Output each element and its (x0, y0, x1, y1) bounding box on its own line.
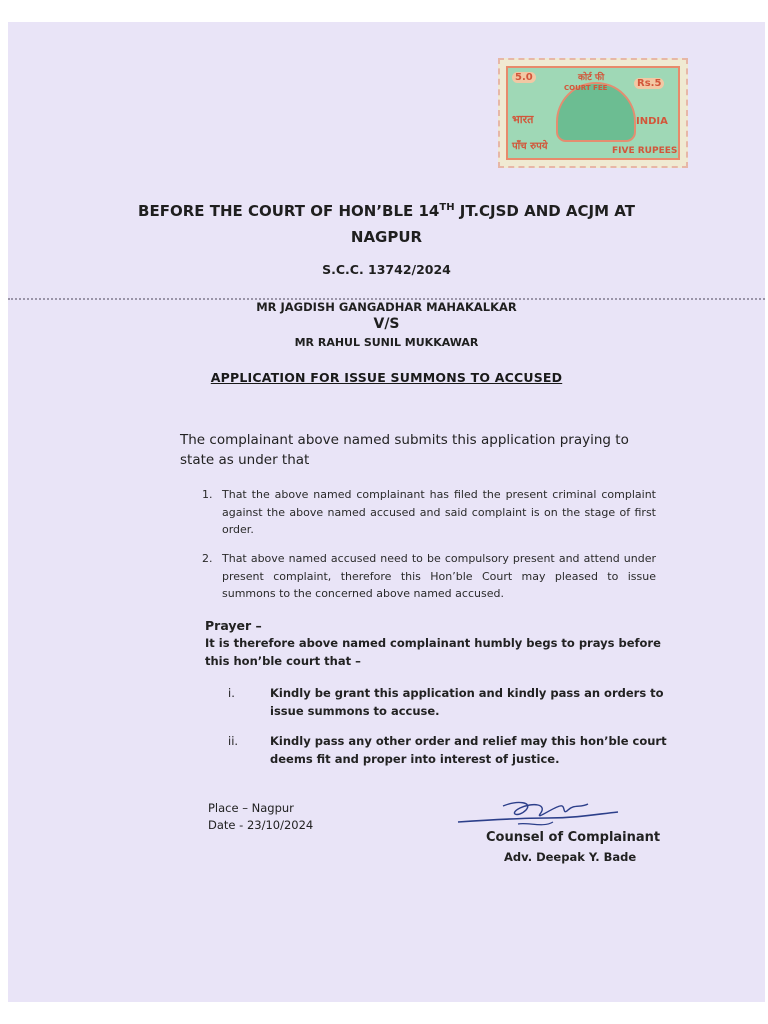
intro-paragraph: The complainant above named submits this application praying to state as under that (180, 432, 629, 468)
prayer-heading: Prayer – (205, 618, 262, 633)
case-number: S.C.C. 13742/2024 (322, 262, 451, 277)
court-title-line2: NAGPUR (350, 228, 423, 246)
point-number: 1. (202, 488, 213, 501)
advocate-name: Adv. Deepak Y. Bade (504, 850, 637, 864)
prayer-intro: It is therefore above named complainant humbly begs to prays before this hon’ble court that – (205, 636, 661, 668)
point-number: 2. (202, 552, 213, 565)
prayer-item-number: i. (228, 686, 235, 700)
stamp-left-value: 5.0 (512, 72, 536, 83)
list-item (228, 684, 668, 720)
prayer-item-text: Kindly be grant this application and kindly pass an orders to issue summons to accuse. (270, 686, 664, 718)
list-item (202, 486, 656, 539)
list-item (202, 550, 656, 603)
stamp-country-hindi: भारत (512, 113, 534, 126)
stamp-value-hindi: पाँच रुपये (512, 141, 548, 152)
place-date-block (208, 800, 313, 834)
prayer-item-text: Kindly pass any other order and relief may this hon’ble court deems fit and proper into interest of justice. (270, 734, 667, 766)
counsel-label: Counsel of Complainant (486, 830, 661, 845)
document-page (8, 22, 765, 1002)
stamp-face (506, 66, 680, 160)
accused-name: MR RAHUL SUNIL MUKKAWAR (294, 336, 479, 349)
point-text: That above named accused need to be compulsory present and attend under present complaint, therefore this Hon’ble Court may pleased to issue summons to the concerned above named accused. (222, 552, 656, 600)
stamp-top-text: कोर्ट फी (578, 73, 605, 83)
prayer-item-number: ii. (228, 734, 239, 748)
court-title-prefix: BEFORE THE COURT OF HON’BLE 14 (138, 202, 440, 220)
stamp-country-english: INDIA (636, 116, 668, 127)
stamp-value-english: FIVE RUPEES (612, 146, 678, 156)
point-text: That the above named complainant has filed the present criminal complaint against the above named accused and said complaint is on the stage of first order. (222, 488, 656, 536)
list-item (228, 732, 668, 768)
versus-label: V/S (373, 316, 400, 332)
stamp-arc-text: COURT FEE (564, 84, 608, 92)
court-title-sup: TH (439, 202, 455, 213)
court-title-suffix: JT.CJSD AND ACJM AT (454, 202, 635, 220)
court-fee-stamp (498, 58, 688, 168)
date-label: Date - 23/10/2024 (208, 818, 314, 832)
application-heading: APPLICATION FOR ISSUE SUMMONS TO ACCUSED (210, 370, 563, 385)
complainant-name: MR JAGDISH GANGADHAR MAHAKALKAR (256, 300, 517, 314)
stamp-right-value: Rs.5 (634, 78, 664, 89)
place-label: Place – Nagpur (208, 801, 294, 815)
court-title-line1 (8, 202, 765, 220)
